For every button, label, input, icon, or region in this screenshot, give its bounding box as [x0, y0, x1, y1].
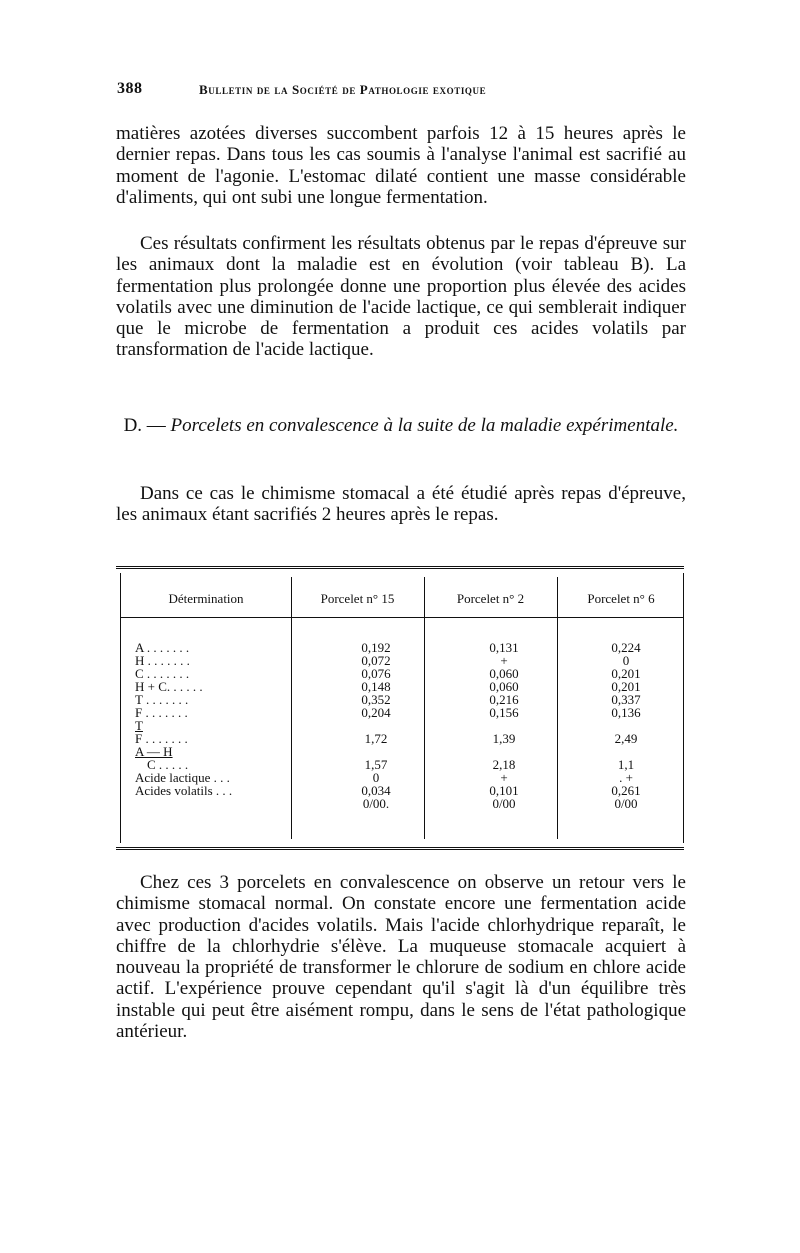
- row-label: F . . . . . . .: [135, 731, 188, 746]
- table-cell: 0,204: [361, 705, 391, 720]
- row-label: T . . . . . . .: [135, 692, 189, 707]
- table-cell: 0,076: [361, 666, 391, 681]
- row-label: H + C. . . . . .: [135, 679, 203, 694]
- values-porcelet-6: [571, 641, 681, 810]
- paragraph-1: matières azotées diverses succombent parfois 12 à 15 heures après le dernier repas. Dans tous les cas soumis à l'analyse l'animal est sacrifié au moment de l'agonie. L'estomac dilaté contient une masse considérable d'aliments, qui ont subi une longue fermentation.: [116, 123, 686, 208]
- row-label: F . . . . . . .: [135, 705, 188, 720]
- header-porcelet-2: Porcelet n° 2: [456, 591, 525, 606]
- section-heading: [116, 415, 686, 437]
- values-porcelet-2: [439, 641, 569, 810]
- header-divider: [121, 617, 683, 618]
- table-cell: 0,101: [489, 783, 519, 798]
- table-cell: 0,352: [361, 692, 391, 707]
- table-cell: 2,18: [492, 757, 516, 772]
- page-number: 388: [117, 80, 143, 97]
- table-cell: 0: [372, 770, 380, 785]
- header-porcelet-6: Porcelet n° 6: [587, 591, 655, 606]
- section-prefix: D. —: [123, 415, 166, 436]
- row-label: A — H: [135, 744, 173, 759]
- table-cell: 0,337: [611, 692, 641, 707]
- table-cell: 0,192: [361, 640, 391, 655]
- table-cell: 0,156: [489, 705, 519, 720]
- values-porcelet-15: [311, 641, 441, 810]
- row-label: C . . . . . . .: [135, 666, 190, 681]
- row-label: T: [135, 718, 143, 733]
- table-cell: 0,201: [611, 679, 641, 694]
- table-cell: 0,261: [611, 783, 641, 798]
- table-cell: 0,216: [489, 692, 519, 707]
- paragraph-2: Ces résultats confirment les résultats obtenus par le repas d'épreuve sur les animaux dont la maladie est en évolution (voir tableau B). La fermentation plus prolongée donne une proportion plus élevée des acides volatils avec une diminution de l'acide lactique, ce qui semblerait indiquer que le microbe de fermentation a produit ces acides volatils par transformation de l'acide lactique.: [116, 233, 686, 361]
- table-cell: 0/00.: [362, 796, 390, 811]
- table-cell: +: [500, 770, 508, 785]
- header-porcelet-15: Porcelet n° 15: [320, 591, 395, 606]
- section-title-text: Porcelets en convalescence à la suite de la maladie expérimentale.: [170, 415, 679, 436]
- table-cell: 2,49: [614, 731, 638, 746]
- row-label: A . . . . . . .: [135, 640, 190, 655]
- row-label: Acide lactique . . .: [135, 770, 230, 785]
- paragraph-4: Chez ces 3 porcelets en convalescence on observe un retour vers le chimisme stomacal normal. On constate encore une fermentation acide avec production d'acides volatils. Mais l'acide chlorhydrique reparaît, le chiffre de la chlorhydrie s'élève. La muqueuse stomacale acquiert à nouveau la propriété de transformer le chlorure de sodium en chlore acide actif. L'expérience prouve cependant qu'il s'agit là d'un équilibre très instable qui peut être aisément rompu, dans le sens de l'état pathologique antérieur.: [116, 872, 686, 1043]
- journal-title: Bulletin de la Société de Pathologie exotique: [199, 82, 487, 97]
- table-cell: 1,72: [364, 731, 388, 746]
- table-cell: 0,131: [489, 640, 519, 655]
- table-cell: 0,072: [361, 653, 391, 668]
- label-column: [135, 641, 295, 810]
- table-cell: 0: [622, 653, 630, 668]
- table-cell: 1,39: [492, 731, 516, 746]
- table-cell: 0,201: [611, 666, 641, 681]
- table-cell: 0,060: [489, 666, 519, 681]
- paragraph-3: Dans ce cas le chimisme stomacal a été étudié après repas d'épreuve, les animaux étant sacrifiés 2 heures après le repas.: [116, 483, 686, 526]
- table-cell: 0,060: [489, 679, 519, 694]
- table-cell: 0,136: [611, 705, 641, 720]
- row-label: H . . . . . . .: [135, 653, 190, 668]
- table-frame: [120, 573, 684, 843]
- table-cell: +: [500, 653, 508, 668]
- table-cell: 1,57: [364, 757, 388, 772]
- table-cell: 0,224: [611, 640, 641, 655]
- table-cell: 0/00: [492, 796, 516, 811]
- table-cell: 0,034: [361, 783, 391, 798]
- header-determination: Détermination: [168, 591, 244, 606]
- row-label: [135, 797, 295, 810]
- chemistry-table: [116, 566, 684, 850]
- table-cell: 1,1: [617, 757, 635, 772]
- row-label: C . . . . .: [147, 757, 189, 772]
- table-cell: 0,148: [361, 679, 391, 694]
- row-label: Acides volatils . . .: [135, 783, 233, 798]
- table-cell: 0/00: [614, 796, 638, 811]
- table-cell: . +: [619, 770, 633, 785]
